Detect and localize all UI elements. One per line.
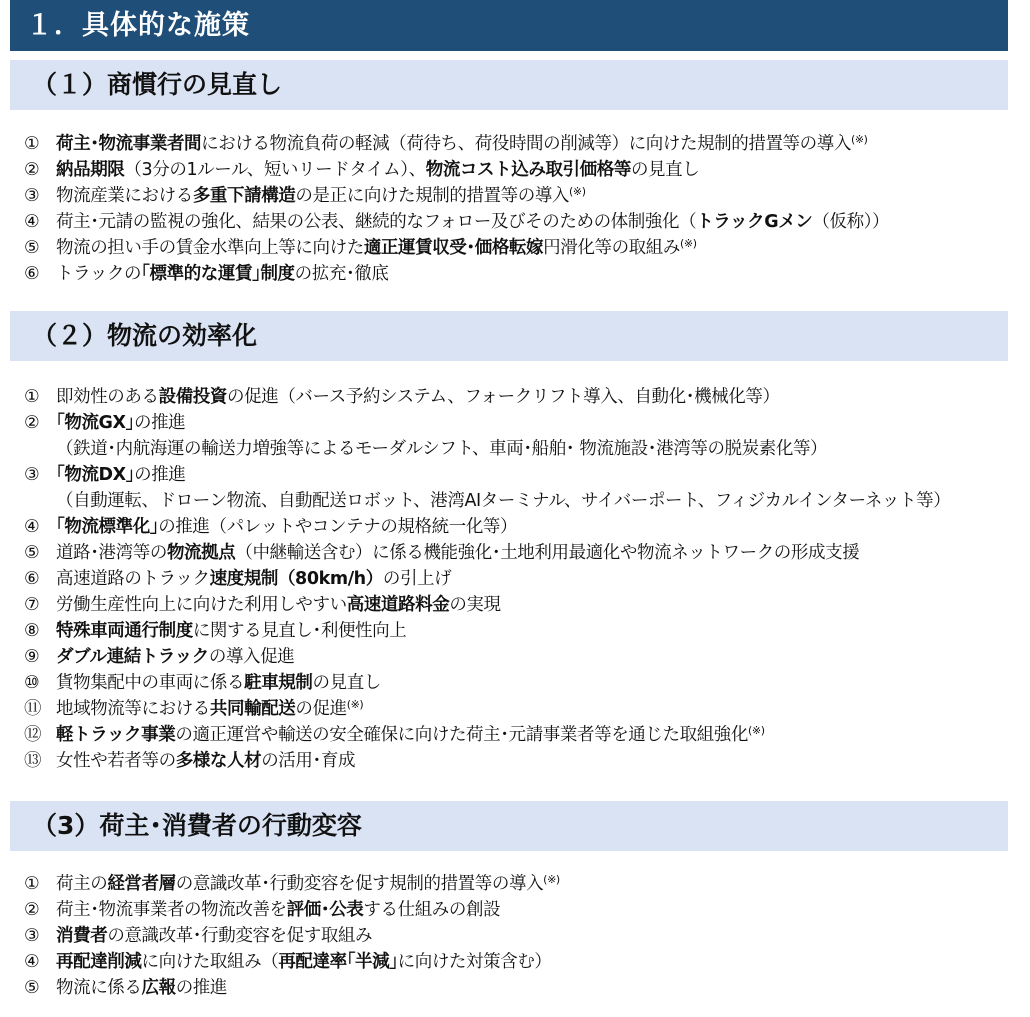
item-text: の是正に向けた規制的措置等の導入 xyxy=(295,186,570,206)
item-text: の推進 xyxy=(134,465,186,485)
item-number: ⑧ xyxy=(24,621,40,641)
item-text: する仕組みの創設 xyxy=(363,900,501,920)
item-text: 即効性のある xyxy=(56,387,159,407)
emphasis-text: 物流拠点 xyxy=(166,543,236,563)
item-text: の推進（パレットやコンテナの規格統一化等） xyxy=(158,517,518,537)
emphasis-text: 評価･公表 xyxy=(286,900,364,920)
list-item xyxy=(24,644,950,670)
item-text: の促進（バース予約システム、フォークリフト導入、自動化･機械化等） xyxy=(227,387,780,407)
item-text: 物流に係る xyxy=(56,978,142,998)
item-text: に向けた対策含む） xyxy=(397,952,552,972)
emphasis-text: 物流コスト込み取引価格等 xyxy=(425,160,631,180)
section-3-list xyxy=(24,871,560,1001)
list-item xyxy=(24,261,889,287)
list-item xyxy=(24,157,889,183)
item-text: 労働生産性向上に向けた利用しやすい xyxy=(56,595,347,615)
item-text: の引上げ xyxy=(382,569,452,589)
list-item xyxy=(24,696,950,722)
emphasis-text: ダブル連結トラック xyxy=(56,647,209,667)
list-item xyxy=(24,618,950,644)
list-item xyxy=(24,748,950,774)
list-item xyxy=(24,131,889,157)
emphasis-text: 再配達削減 xyxy=(56,952,142,972)
item-number: ⑦ xyxy=(24,595,40,615)
item-number: ④ xyxy=(24,952,40,972)
emphasis-text: 納品期限 xyxy=(56,160,125,180)
section-2-list xyxy=(24,384,950,774)
item-text: の推進 xyxy=(133,413,186,433)
page-title: １．具体的な施策 xyxy=(10,0,1008,51)
item-text: （仮称）） xyxy=(812,212,890,232)
note-mark: (※) xyxy=(748,724,765,737)
item-number: ⑨ xyxy=(24,647,40,667)
emphasis-text: 速度規制（80km/h） xyxy=(209,569,383,589)
list-item xyxy=(24,897,560,923)
list-item xyxy=(24,540,950,566)
note-mark: (※) xyxy=(679,237,697,250)
item-number: ⑩ xyxy=(24,673,40,693)
item-text: 地域物流等における xyxy=(56,699,210,719)
item-number: ① xyxy=(24,874,40,894)
list-item xyxy=(24,462,950,514)
emphasis-text: 多様な人材 xyxy=(175,751,262,771)
item-text: における物流負荷の軽減（荷待ち、荷役時間の削減等）に向けた規制的措置等の導入 xyxy=(201,134,851,154)
item-subtext: （鉄道･内航海運の輸送力増強等によるモーダルシフト、車両･船舶･ 物流施設･港湾等の脱炭素化等） xyxy=(56,439,828,459)
item-number: ② xyxy=(24,160,40,180)
emphasis-text: 設備投資 xyxy=(158,387,228,407)
emphasis-text: 経営者層 xyxy=(107,874,176,894)
emphasis-text: 消費者 xyxy=(56,926,108,946)
list-item xyxy=(24,949,560,975)
list-item xyxy=(24,384,950,410)
item-number: ① xyxy=(24,134,40,154)
item-text: の意識改革･行動変容を促す取組み xyxy=(107,926,373,946)
note-mark: (※) xyxy=(346,698,364,711)
item-text: 女性や若者等の xyxy=(56,751,176,771)
item-text: の促進 xyxy=(295,699,347,719)
item-text: （中継輸送含む）に係る機能強化･土地利用最適化や物流ネットワークの形成支援 xyxy=(235,543,860,563)
item-text: の意識改革･行動変容を促す規制的措置等の導入 xyxy=(175,874,544,894)
item-text: の見直し xyxy=(630,160,700,180)
item-number: ② xyxy=(24,413,40,433)
list-item xyxy=(24,975,560,1001)
list-item xyxy=(24,722,950,748)
item-number: ⑥ xyxy=(24,569,40,589)
item-number: ⑪ xyxy=(24,699,42,719)
item-text: 円滑化等の取組み xyxy=(543,238,680,258)
emphasis-text: ｢物流標準化｣ xyxy=(56,517,159,537)
list-item xyxy=(24,871,560,897)
list-item xyxy=(24,514,950,540)
item-text: に向けた取組み（ xyxy=(141,952,279,972)
emphasis-text: ｢物流DX｣ xyxy=(56,465,135,485)
emphasis-text: 再配達率｢半減｣ xyxy=(278,952,398,972)
item-text: の見直し xyxy=(312,673,381,693)
item-text: 荷主･物流事業者の物流改善を xyxy=(56,900,287,920)
item-number: ⑥ xyxy=(24,264,40,284)
list-item xyxy=(24,410,950,462)
emphasis-text: 共同輸配送 xyxy=(209,699,296,719)
item-text: に関する見直し･利便性向上 xyxy=(192,621,407,641)
emphasis-text: 適正運賃収受･価格転嫁 xyxy=(363,238,544,258)
item-number: ② xyxy=(24,900,40,920)
note-mark: (※) xyxy=(569,185,586,198)
emphasis-text: 多重下請構造 xyxy=(192,186,296,206)
item-number: ① xyxy=(24,387,40,407)
item-number: ⑤ xyxy=(24,543,40,563)
item-text: の推進 xyxy=(175,978,228,998)
emphasis-text: 高速道路料金 xyxy=(346,595,450,615)
emphasis-text: ｢標準的な運賃｣制度 xyxy=(141,264,295,284)
item-number: ③ xyxy=(24,186,40,206)
item-number: ③ xyxy=(24,465,40,485)
item-text: の実現 xyxy=(449,595,501,615)
item-text: トラックの xyxy=(56,264,142,284)
item-number: ⑫ xyxy=(24,725,42,745)
item-text: 貨物集配中の車両に係る xyxy=(56,673,245,693)
item-text: の活用･育成 xyxy=(261,751,356,771)
note-mark: (※) xyxy=(543,873,560,886)
emphasis-text: トラックGメン xyxy=(696,212,813,232)
list-item xyxy=(24,209,889,235)
emphasis-text: 広報 xyxy=(141,978,176,998)
item-number: ⑤ xyxy=(24,978,40,998)
item-text: 荷主の xyxy=(56,874,108,894)
item-subtext: （自動運転、ドローン物流、自動配送ロボット、港湾AIターミナル、サイバーポート、フィジカルインターネット等） xyxy=(56,491,951,511)
emphasis-text: 荷主･物流事業者間 xyxy=(56,134,202,154)
item-text: 荷主･元請の監視の強化、結果の公表、継続的なフォロー及びそのための体制強化（ xyxy=(56,212,697,232)
item-number: ⑬ xyxy=(24,751,42,771)
item-number: ③ xyxy=(24,926,40,946)
item-text: の適正運営や輸送の安全確保に向けた荷主･元請事業者等を通じた取組強化 xyxy=(175,725,749,745)
emphasis-text: 軽トラック事業 xyxy=(56,725,176,745)
item-text: の導入促進 xyxy=(208,647,295,667)
section-heading-1: （１）商慣行の見直し xyxy=(10,60,1008,110)
list-item xyxy=(24,183,889,209)
emphasis-text: 特殊車両通行制度 xyxy=(56,621,193,641)
emphasis-text: ｢物流GX｣ xyxy=(56,413,134,433)
list-item xyxy=(24,566,950,592)
emphasis-text: 駐車規制 xyxy=(244,673,313,693)
item-text: 道路･港湾等の xyxy=(56,543,167,563)
item-text: 高速道路のトラック xyxy=(56,569,210,589)
item-number: ④ xyxy=(24,517,40,537)
list-item xyxy=(24,235,889,261)
list-item xyxy=(24,592,950,618)
note-mark: (※) xyxy=(850,133,868,146)
list-item xyxy=(24,670,950,696)
item-text: （3分の1ルール、短いリードタイム）、 xyxy=(124,160,426,180)
section-heading-3: （3）荷主･消費者の行動変容 xyxy=(10,801,1008,851)
item-number: ⑤ xyxy=(24,238,40,258)
item-text: 物流産業における xyxy=(56,186,193,206)
section-1-list xyxy=(24,131,889,287)
item-text: の拡充･徹底 xyxy=(294,264,389,284)
item-text: 物流の担い手の賃金水準向上等に向けた xyxy=(56,238,364,258)
item-number: ④ xyxy=(24,212,40,232)
list-item xyxy=(24,923,560,949)
section-heading-2: （２）物流の効率化 xyxy=(10,311,1008,361)
